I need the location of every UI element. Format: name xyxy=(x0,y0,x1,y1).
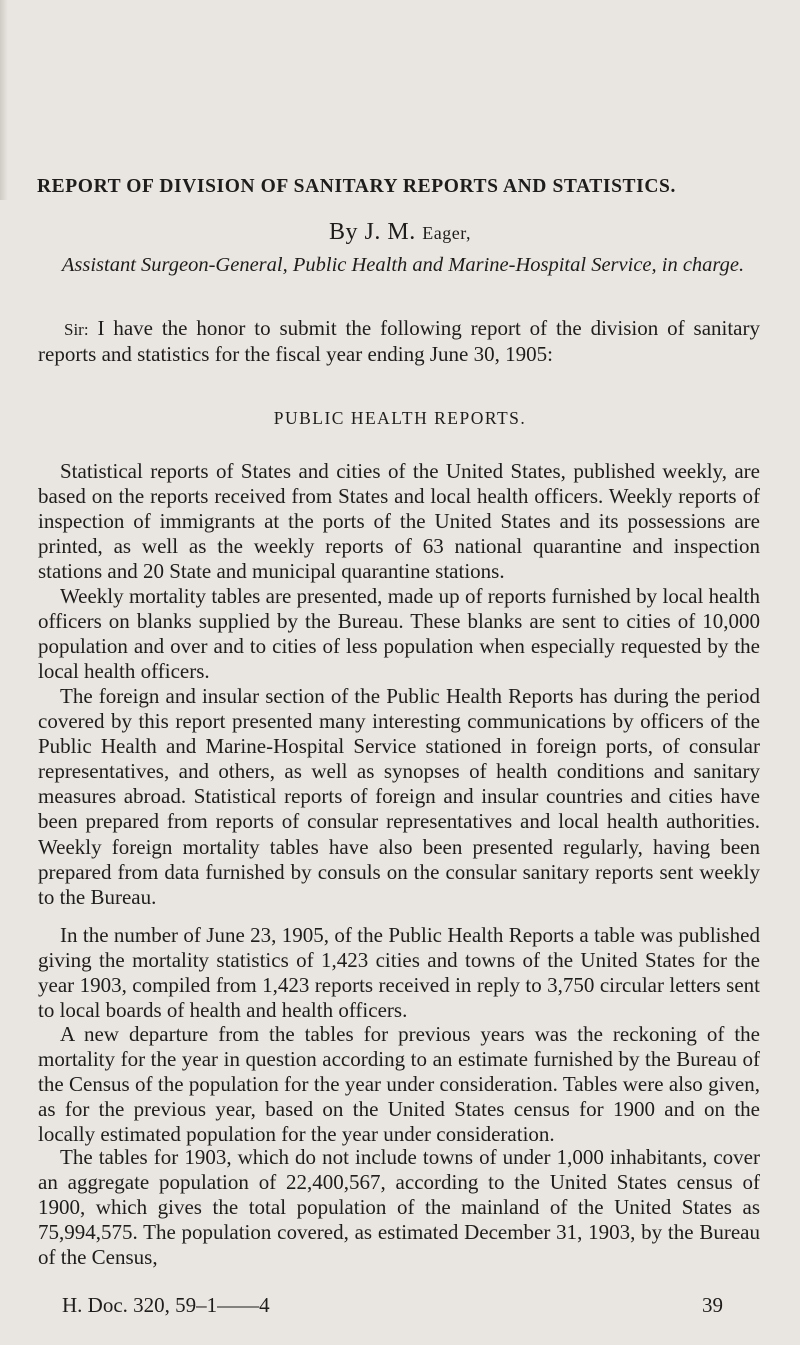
author-surname: Eager, xyxy=(422,223,471,243)
body-paragraph-1: Statistical reports of States and cities of the United States, published weekly, are based on the reports received from States and local health officers. Weekly reports of inspection of immigrants at the ports of the United States and its possessions are printed, as well as the weekly reports of 63 national quarantine and inspection stations and 20 State and municipal quarantine stations. xyxy=(38,459,760,584)
salutation-text: I have the honor to submit the following report of the division of sanitary reports and statistics for the fiscal year ending June 30, 1905: xyxy=(38,316,760,367)
author-byline xyxy=(0,219,800,246)
body-paragraph-4: In the number of June 23, 1905, of the Public Health Reports a table was published giving the mortality statistics of 1,423 cities and towns of the United States for the year 1903, compiled from 1,423 reports received in reply to 3,750 circular letters sent to local boards of health and health officers. xyxy=(38,923,760,1023)
body-paragraph-5: A new departure from the tables for previous years was the reckoning of the mortality for the year in question according to an estimate furnished by the Bureau of the Census of the population for the year under consideration. Tables were also given, as for the previous year, based on the United States census for 1900 and on the locally estimated population for the year under consideration. xyxy=(38,1022,760,1147)
author-affiliation: Assistant Surgeon-General, Public Health and Marine-Hospital Service, in charge. xyxy=(61,254,745,276)
body-paragraph-2: Weekly mortality tables are presented, made up of reports furnished by local health officers on blanks supplied by the Bureau. These blanks are sent to cities of 10,000 population and over and to cities of less population when especially requested by the local health officers. xyxy=(38,584,760,684)
footer-document-reference: H. Doc. 320, 59–1——4 xyxy=(62,1293,270,1317)
salutation-paragraph xyxy=(38,316,760,367)
salutation-sir: Sir: xyxy=(64,320,89,339)
section-heading: PUBLIC HEALTH REPORTS. xyxy=(273,408,527,428)
body-paragraph-6: The tables for 1903, which do not include towns of under 1,000 inhabitants, cover an aggregate population of 22,400,567, according to the United States census of 1900, which gives the total population of the mainland of the United States as 75,994,575. The population covered, as estimated December 31, 1903, by the Bureau of the Census, xyxy=(38,1145,760,1270)
body-paragraph-3: The foreign and insular section of the Public Health Reports has during the period covered by this report presented many interesting communications by officers of the Public Health and Marine-Hospital Service stationed in foreign ports, of consular representatives, and others, as well as synopses of health conditions and sanitary measures abroad. Statistical reports of foreign and insular countries and cities have been prepared from reports of consular representatives and local health authorities. Weekly foreign mortality tables have also been presented regularly, having been prepared from data furnished by consuls on the consular sanitary reports sent weekly to the Bureau. xyxy=(38,684,760,909)
page-number: 39 xyxy=(702,1293,723,1317)
report-title: REPORT OF DIVISION OF SANITARY REPORTS AND STATISTICS. xyxy=(37,176,676,197)
byline-prefix: By J. M. xyxy=(329,219,423,245)
